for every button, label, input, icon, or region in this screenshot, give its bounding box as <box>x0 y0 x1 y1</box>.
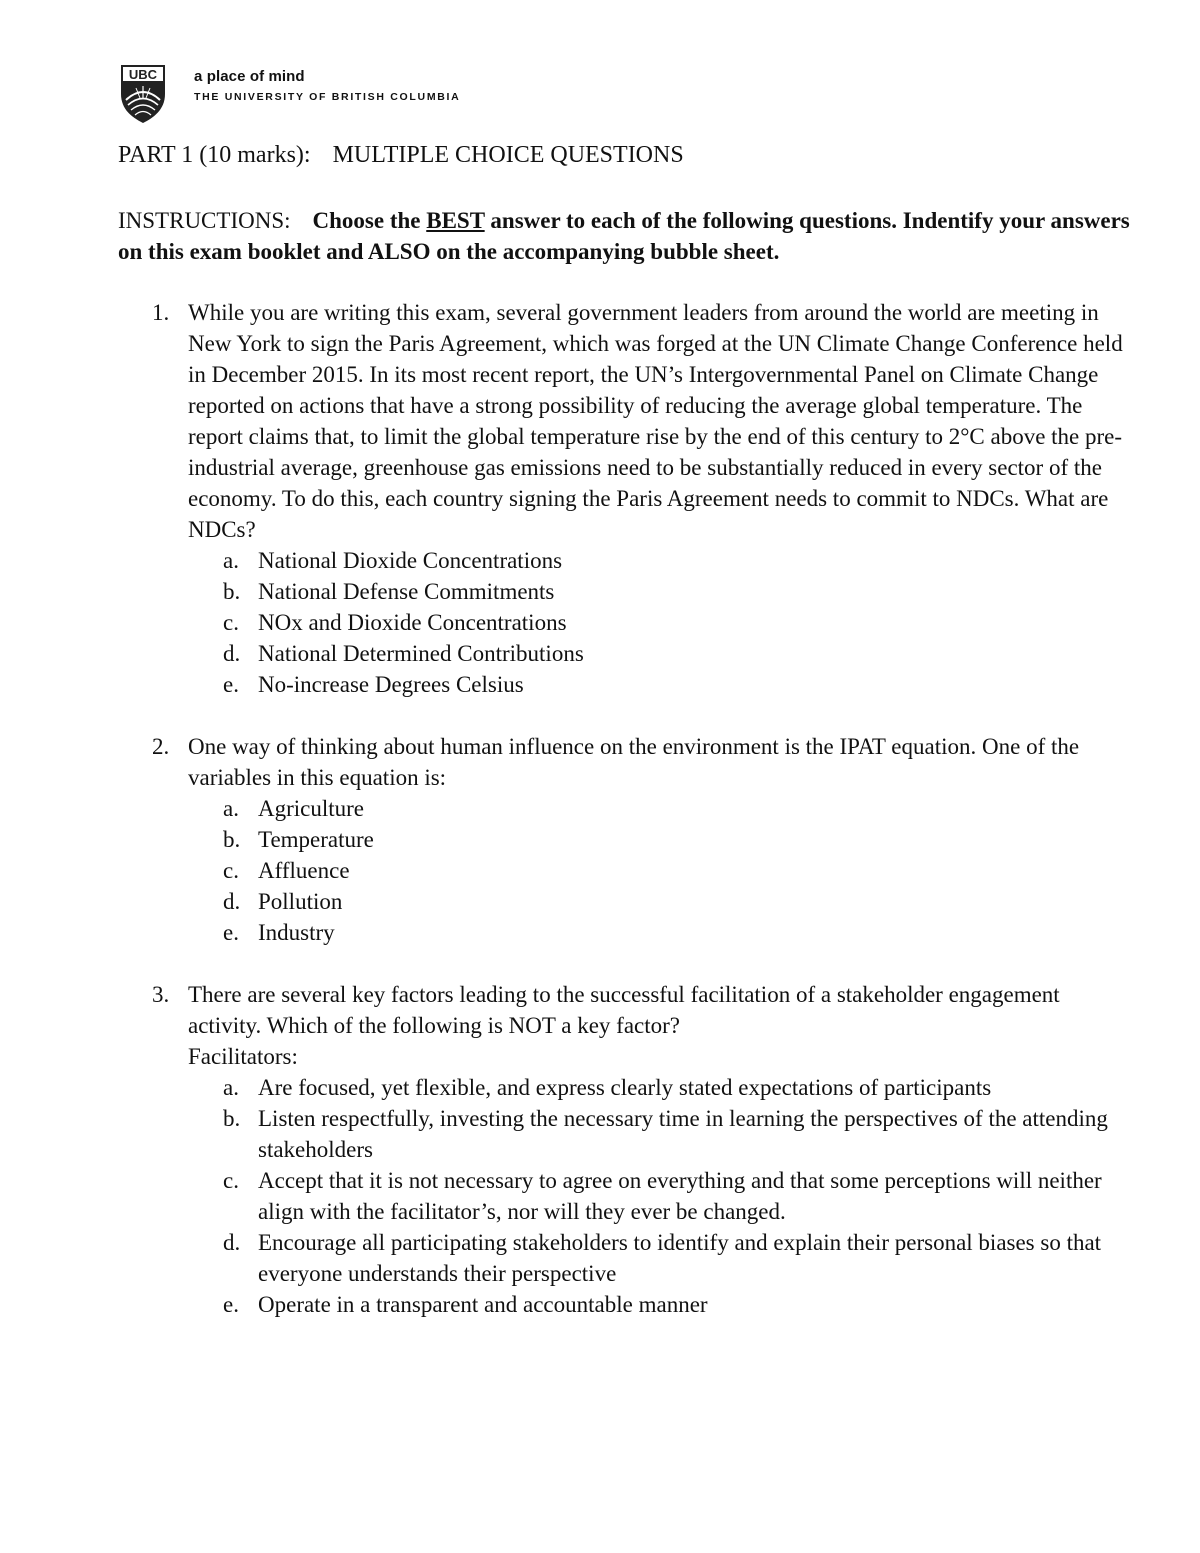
option-letter: c. <box>223 610 239 635</box>
ubc-logo <box>120 64 500 126</box>
option-letter: d. <box>223 1230 241 1255</box>
option-letter: a. <box>223 548 239 573</box>
question-text: One way of thinking about human influence on the environment is the IPAT equation. One of the variables in this equation is: <box>188 734 1080 790</box>
question-1-option-b <box>188 576 1138 607</box>
question-3 <box>118 979 1138 1320</box>
question-3-option-a <box>188 1072 1138 1103</box>
option-letter: e. <box>223 672 239 697</box>
option-text: Temperature <box>258 827 374 852</box>
option-text: Are focused, yet flexible, and express clearly stated expectations of participants <box>258 1075 992 1100</box>
option-letter: d. <box>223 889 241 914</box>
option-letter: b. <box>223 579 241 604</box>
instructions-best: BEST <box>426 208 485 233</box>
question-list <box>118 297 1138 1320</box>
option-text: National Defense Commitments <box>258 579 555 604</box>
option-letter: c. <box>223 858 239 883</box>
option-letter: b. <box>223 827 241 852</box>
question-1 <box>118 297 1138 700</box>
question-2-option-b <box>188 824 1138 855</box>
question-3-option-d <box>188 1227 1138 1289</box>
crest-label: UBC <box>128 67 158 82</box>
question-2-option-c <box>188 855 1138 886</box>
question-text: While you are writing this exam, several government leaders from around the world are meeting in New York to sign the Paris Agreement, which was forged at the UN Climate Change Conference held in December 2015. In its most recent report, the UN’s Intergovernmental Panel on Climate Change reported on actions that have a strong possibility of reducing the average global temperature. The report claims that, to limit the global temperature rise by the end of this century to 2°C above the pre-industrial average, greenhouse gas emissions need to be substantially reduced in every sector of the economy. To do this, each country signing the Paris Agreement needs to commit to NDCs. What are NDCs? <box>188 300 1123 542</box>
instructions-after-best: answer to each of the following questions. Indentify your answers on this exam booklet and ALSO on the accompanying bubble sheet. <box>118 208 1130 264</box>
university-name: THE UNIVERSITY OF BRITISH COLUMBIA <box>194 91 461 103</box>
option-letter: c. <box>223 1168 239 1193</box>
question-2-option-e <box>188 917 1138 948</box>
question-1-option-a <box>188 545 1138 576</box>
question-3-option-c <box>188 1165 1138 1227</box>
option-letter: e. <box>223 1292 239 1317</box>
option-letter: d. <box>223 641 241 666</box>
option-text: Operate in a transparent and accountable manner <box>258 1292 708 1317</box>
option-text: National Determined Contributions <box>258 641 584 666</box>
question-text: There are several key factors leading to the successful facilitation of a stakeholder engagement activity. Which of the following is NOT a key factor? <box>188 982 1060 1038</box>
option-text: Industry <box>258 920 335 945</box>
logo-tagline: a place of mind <box>194 68 305 85</box>
option-list <box>188 793 1138 948</box>
option-text: Affluence <box>258 858 350 883</box>
option-letter: b. <box>223 1106 241 1131</box>
option-letter: a. <box>223 1075 239 1100</box>
question-2-option-d <box>188 886 1138 917</box>
option-text: Encourage all participating stakeholders to identify and explain their personal biases so that everyone understands their perspective <box>258 1230 1102 1286</box>
option-list <box>188 1072 1138 1320</box>
exam-content <box>118 140 1138 1351</box>
logo-wordmark <box>194 68 460 103</box>
option-letter: a. <box>223 796 239 821</box>
ubc-crest-icon <box>120 64 166 124</box>
instructions-lead: INSTRUCTIONS: <box>118 208 291 233</box>
option-text: Listen respectfully, investing the necessary time in learning the perspectives of the attending stakeholders <box>258 1106 1108 1162</box>
question-1-option-d <box>188 638 1138 669</box>
option-text: Pollution <box>258 889 343 914</box>
option-text: Agriculture <box>258 796 365 821</box>
instructions-before-best: Choose the <box>312 208 421 233</box>
option-text: NOx and Dioxide Concentrations <box>258 610 567 635</box>
question-2 <box>118 731 1138 948</box>
part-title: MULTIPLE CHOICE QUESTIONS <box>332 142 684 168</box>
option-list <box>188 545 1138 700</box>
option-letter: e. <box>223 920 239 945</box>
instructions <box>118 205 1138 267</box>
question-2-option-a <box>188 793 1138 824</box>
option-text: Accept that it is not necessary to agree on everything and that some perceptions will neither align with the facilitator’s, nor will they ever be changed. <box>258 1168 1102 1224</box>
question-1-option-c <box>188 607 1138 638</box>
question-number: 1. <box>152 300 170 325</box>
question-3-option-e <box>188 1289 1138 1320</box>
question-subtext: Facilitators: <box>188 1044 298 1069</box>
part-label: PART 1 (10 marks): <box>118 142 311 168</box>
part-heading <box>118 140 1138 170</box>
option-text: National Dioxide Concentrations <box>258 548 563 573</box>
question-1-option-e <box>188 669 1138 700</box>
question-3-option-b <box>188 1103 1138 1165</box>
question-number: 2. <box>152 734 170 759</box>
option-text: No-increase Degrees Celsius <box>258 672 524 697</box>
question-number: 3. <box>152 982 170 1007</box>
